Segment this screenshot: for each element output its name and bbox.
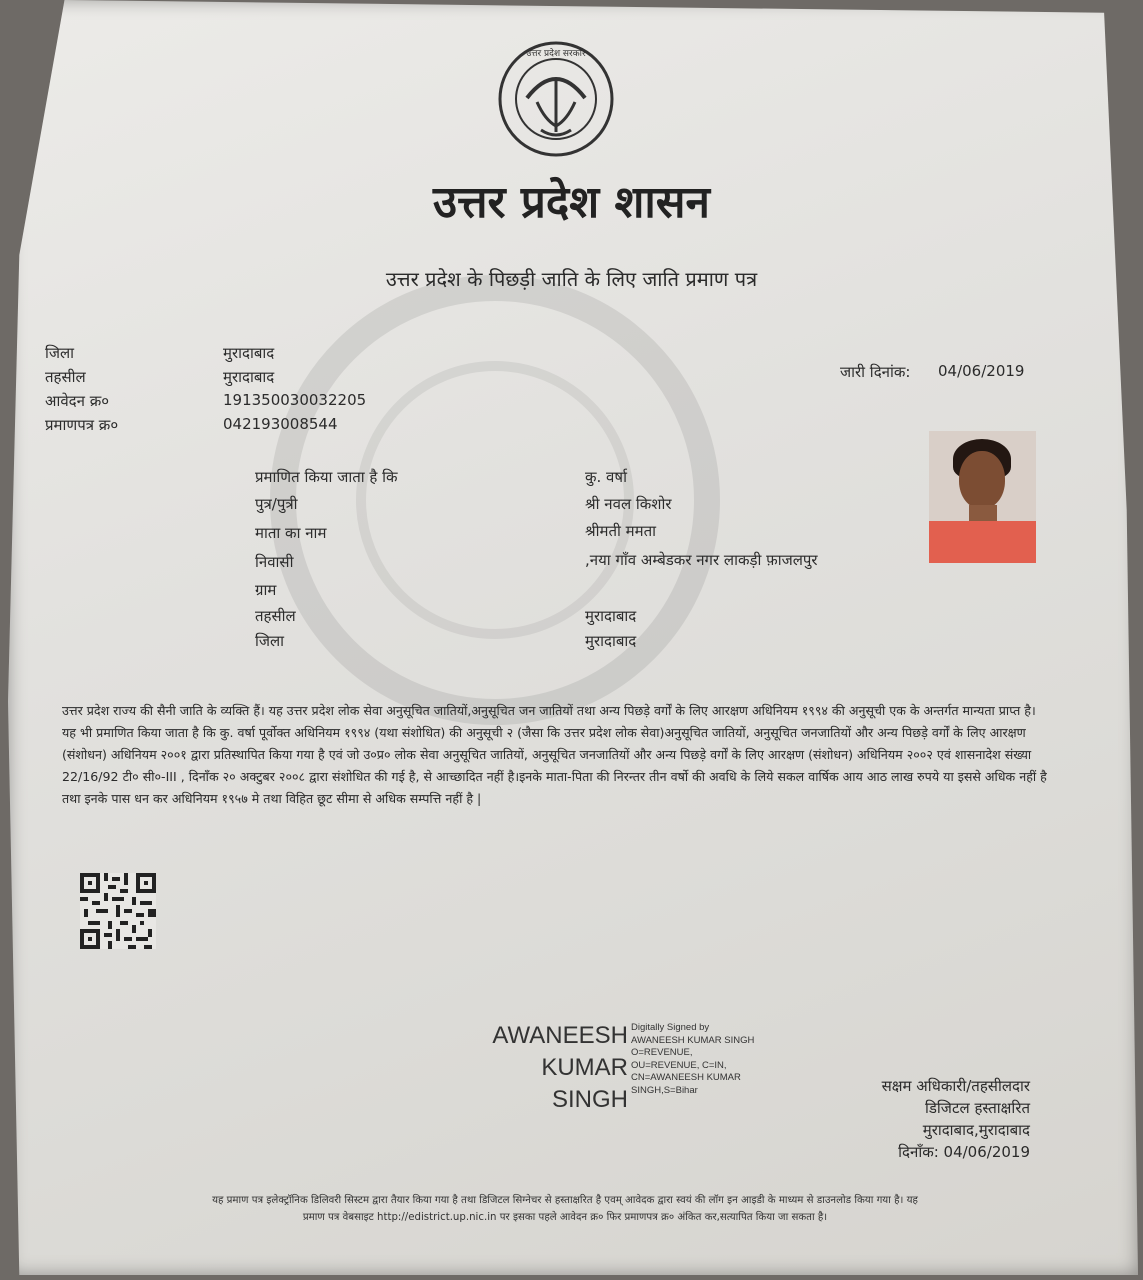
signer-name: AWANEESH KUMAR SINGH bbox=[492, 1022, 628, 1113]
district-value: मुरादाबाद bbox=[223, 344, 275, 362]
body-paragraph-1: उत्तर प्रदेश राज्य की सैनी जाति के व्यक्ति हैं। यह उत्तर प्रदेश लोक सेवा अनुसूचित जातियों,अनुसूचित जन जातियों तथा अन्य पिछड़े वर्गों के लिए आरक्षण अधिनियम १९९४ की अनुसूची एक के अन्तर्गत मान्यता प्राप्त है। bbox=[62, 703, 1036, 718]
tehsil-label: तहसील bbox=[45, 368, 86, 386]
page-title: उत्तर प्रदेश शासन bbox=[433, 177, 710, 228]
certified-label: प्रमाणित किया जाता है कि bbox=[255, 468, 398, 486]
tehsil-value: मुरादाबाद bbox=[223, 368, 275, 386]
person-district-label: जिला bbox=[255, 632, 285, 650]
application-number: 19135003003220​5 bbox=[223, 391, 367, 409]
mother-name: श्रीमती ममता bbox=[585, 522, 657, 540]
district-label: जिला bbox=[45, 344, 75, 362]
father-name: श्री नवल किशोर bbox=[585, 495, 672, 513]
resident-address: ,नया गाँव अम्बेडकर नगर लाकड़ी फ़ाजलपुर bbox=[585, 551, 818, 569]
svg-text:उत्तर प्रदेश सरकार: उत्तर प्रदेश सरकार bbox=[526, 49, 586, 59]
person-district-value: मुरादाबाद bbox=[585, 632, 637, 650]
digital-signature-details: Digitally Signed by AWANEESH KUMAR SINGH O=REVENUE, OU=REVENUE, C=IN, CN=AWANEESH KUMAR SINGH,S=Bihar bbox=[631, 1022, 755, 1096]
certificate-number: 042193008544 bbox=[223, 415, 338, 433]
qr-code bbox=[80, 873, 156, 949]
issuing-authority: सक्षम अधिकारी/तहसीलदार डिजिटल हस्ताक्षरित मुरादाबाद,मुरादाबाद दिनाँक: 04/06/2019 bbox=[881, 1077, 1030, 1161]
person-tehsil-value: मुरादाबाद bbox=[585, 607, 637, 625]
up-government-emblem bbox=[497, 40, 615, 158]
village-label: ग्राम bbox=[255, 581, 277, 599]
parent-label: पुत्र/पुत्री bbox=[255, 495, 298, 513]
certificate-subtitle: उत्तर प्रदेश के पिछड़ी जाति के लिए जाति प्रमाण पत्र bbox=[385, 267, 758, 291]
body-paragraph-2: यह भी प्रमाणित किया जाता है कि कु. वर्षा पूर्वोक्त अधिनियम १९९४ (यथा संशोधित) की अनुसूची २ (जैसा कि उत्तर प्रदेश लोक सेवा)अनुसूचित जातियों, अनुसूचित जनजातियों और अन्य पिछड़े वर्गों के लिए आरक्षण (संशोधन) अधिनियम २००१ द्वारा प्रतिस्थापित किया गया है एवं जो उ०प्र० लोक सेवा अनुसूचित जातियों, अनुसूचित जनजातियों और अन्य पिछड़े वर्गों के लिए आरक्षण (संशोधन) अधिनियम २००२ एवं शासनादेश संख्या 22/16/92 टी० सी०-III , दिनाँक २० अक्टुबर २००८ द्वारा संशोधित की गई है, से आच्छादित नहीं है।इनके माता-पिता की निरन्तर तीन वर्षो की अवधि के लिये सकल वार्षिक आय आठ लाख रुपये या इससे अधिक नहीं है तथा इनके पास धन कर अधिनियम १९५७ मे तथा विहित छूट सीमा से अधिक सम्पत्ति नहीं है | bbox=[62, 725, 1047, 806]
applicant-photo bbox=[929, 431, 1036, 563]
person-tehsil-label: तहसील bbox=[255, 607, 296, 625]
certificate-body bbox=[62, 700, 1047, 810]
mother-label: माता का नाम bbox=[255, 524, 327, 542]
issue-date: 04/06/2019 bbox=[938, 362, 1025, 380]
certificate-label: प्रमाणपत्र क्र० bbox=[45, 416, 119, 434]
application-label: आवेदन क्र० bbox=[45, 392, 110, 410]
applicant-name: कु. वर्षा bbox=[585, 468, 627, 486]
issue-date-label: जारी दिनांक: bbox=[840, 363, 911, 381]
verification-footer: यह प्रमाण पत्र इलेक्ट्रॉनिक डिलिवरी सिस्टम द्वारा तैयार किया गया है तथा डिजिटल सिग्नेचर से हस्ताक्षरित है एवम् आवेदक द्वारा स्वयं की लॉग इन आइडी के माध्यम से डाउनलोड किया गया है। यह प्रमाण पत्र वेबसाइट http://edistrict.up.nic.in पर इसका पहले आवेदन क्र० फिर प्रमाणपत्र क्र० अंकित कर,सत्यापित किया जा सकता है। bbox=[212, 1195, 918, 1223]
resident-label: निवासी bbox=[255, 553, 294, 571]
